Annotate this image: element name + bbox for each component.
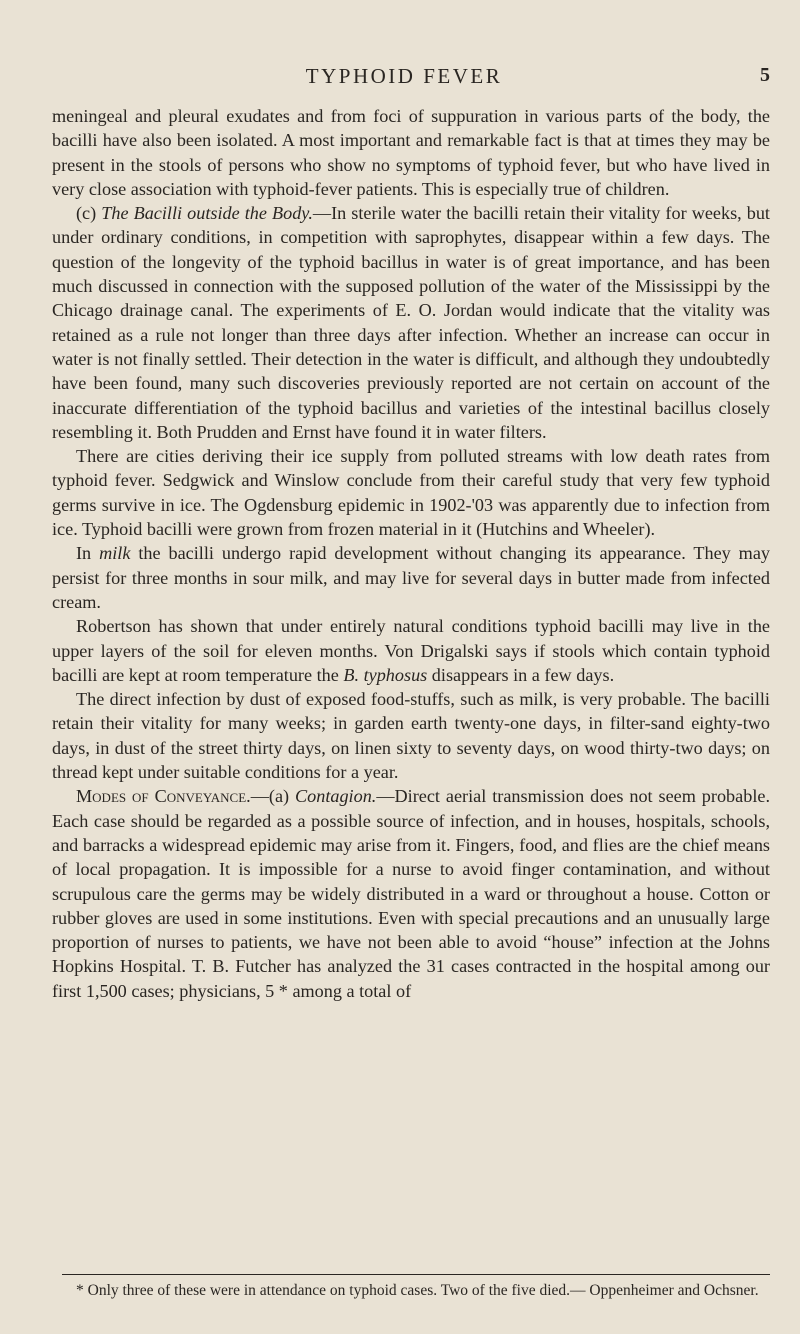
subsection-title-contagion: Contagion.: [295, 786, 377, 807]
milk-term: milk: [99, 543, 131, 564]
paragraph-7-mid: —(a): [250, 786, 295, 807]
paragraph-4-text: the bacilli undergo rapid development without changing its appearance. They may persist for three months in sour milk, and may live for several days in butter made from infected cream.: [52, 543, 770, 612]
paragraph-5-text: disappears in a few days.: [427, 664, 615, 685]
section-heading-modes-of-conveyance: Modes of Conveyance.: [76, 786, 251, 807]
page-header: [38, 64, 770, 94]
paragraph-7-text: —Direct aerial transmission does not seem probable. Each case should be regarded as a possible source of infection, and in houses, hospitals, schools, and barracks a widespread epidemic may arise from it. Fingers, food, and flies are the chief means of local propagation. It is impossible for a nurse to avoid finger contamination, and without scrupulous care the germs may be widely distributed in a ward or throughout a house. Cotton or rubber gloves are used in some institutions. Even with special precautions and an unusually large proportion of nurses to patients, we have not been able to avoid “house” infection at the Johns Hopkins Hospital. T. B. Futcher has analyzed the 31 cases contracted in the hospital among our first 1,500 cases; physicians, 5 * among a total of: [52, 786, 770, 1001]
paragraph-4: [52, 541, 770, 614]
paragraph-2: [52, 201, 770, 444]
paragraph-4-lead: In: [76, 543, 100, 564]
paragraph-3: There are cities deriving their ice supply from polluted streams with low death rates from typhoid fever. Sedgwick and Winslow conclude from their careful study that very few typhoid germs survive in ice. The Ogdensburg epidemic in 1902-'03 was apparently due to infection from ice. Typhoid bacilli were grown from frozen material in it (Hutchins and Wheeler).: [52, 446, 770, 540]
paragraph-2-text: —In sterile water the bacilli retain their vitality for weeks, but under ordinary conditions, in competition with saprophytes, disappear within a few days. The question of the longevity of the typhoid bacillus in water is of great importance, and has been much discussed in connection with the supposed pollution of the water of the Mississippi by the Chicago drainage canal. The experiments of E. O. Jordan would indicate that the vitality was retained as a rule not longer than three days after infection. Whether an increase can occur in water is not finally settled. Their detection in the water is difficult, and although they undoubtedly have been found, many such discoveries previously reported are not certain on account of the inaccurate differentiation of the typhoid bacillus and varieties of the intestinal bacillus closely resembling it. Both Prudden and Ernst have found it in water filters.: [52, 203, 770, 442]
paragraph-2-lead: (c): [76, 203, 102, 224]
species-name: B. typhosus: [343, 664, 428, 685]
paragraph-1: meningeal and pleural exudates and from foci of suppuration in various parts of the body, the bacilli have also been isolated. A most important and remarkable fact is that at times they may be present in the stools of persons who show no symptoms of typhoid fever, but who have lived in very close association with typhoid-fever patients. This is especially true of children.: [52, 106, 770, 199]
body-text: [52, 104, 770, 1003]
paragraph-6: The direct infection by dust of exposed food-stuffs, such as milk, is very probable. The bacilli retain their vitality for many weeks; in garden earth twenty-one days, in filter-sand eighty-two days, in dust of the street thirty days, on linen sixty to seventy days, on wood thirty-two days; on thread kept under suitable conditions for a year.: [52, 689, 770, 783]
paragraph-5-lead: Robertson has shown that under entirely natural conditions typhoid bacilli may live in the upper layers of the soil for eleven months. Von Drigalski says if stools which contain typhoid bacilli are kept at room temperature the: [52, 616, 770, 685]
footnote: * Only three of these were in attendance on typhoid cases. Two of the five died.— Oppenheimer and Ochsner.: [76, 1282, 759, 1299]
running-title: TYPHOID FEVER: [305, 64, 503, 88]
page-number: 5: [760, 64, 770, 86]
paragraph-7: [52, 784, 770, 1003]
footnote-divider: [62, 1274, 770, 1275]
paragraph-5: [52, 614, 770, 687]
section-title-bacilli-outside: The Bacilli outside the Body.: [101, 203, 313, 224]
